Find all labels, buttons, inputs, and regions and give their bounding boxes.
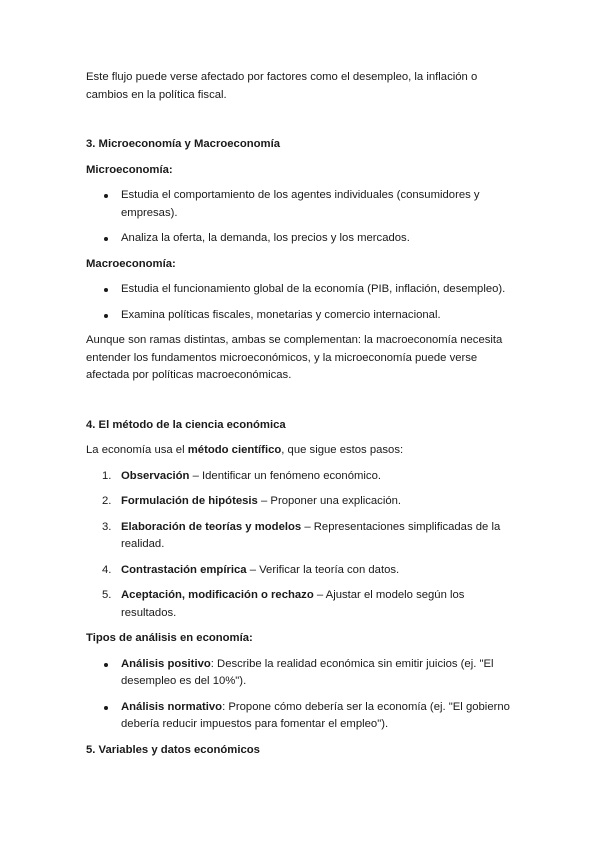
intro-paragraph: Este flujo puede verse afectado por factores como el desempleo, la inflación o cambios en la política fiscal. — [86, 71, 478, 101]
bullet-icon — [104, 706, 108, 710]
step-item — [86, 519, 516, 554]
step-title: Elaboración de teorías y modelos — [121, 520, 302, 533]
method-steps-list — [86, 468, 516, 623]
bullet-icon — [104, 314, 108, 318]
intro-text-bold: método científico — [187, 444, 282, 456]
list-item-text: Examina políticas fiscales, monetarias y comercio internacional. — [121, 308, 441, 321]
section-4-intro — [86, 442, 516, 460]
list-item — [86, 307, 516, 325]
step-text: – Proponer una explicación. — [257, 495, 402, 507]
list-item — [86, 656, 516, 691]
list-item-text: Estudia el comportamiento de los agentes individuales (consumidores y empresas). — [121, 189, 480, 219]
step-number: 2. — [102, 495, 112, 507]
step-number: 1. — [102, 469, 112, 482]
bullet-icon — [104, 237, 108, 241]
list-item-text: Estudia el funcionamiento global de la economía (PIB, inflación, desempleo). — [121, 283, 506, 295]
bullet-icon — [104, 288, 108, 292]
analysis-text: : Describe la realidad económica sin emitir juicios (ej. "El desempleo es del 10%"). — [121, 657, 494, 687]
step-item — [86, 562, 516, 580]
step-item — [86, 587, 516, 622]
step-title: Contrastación empírica — [121, 563, 247, 576]
macro-list — [86, 281, 516, 324]
section-5-heading: 5. Variables y datos económicos — [86, 743, 260, 756]
analysis-title: Análisis positivo — [121, 657, 211, 670]
micro-label: Microeconomía: — [86, 163, 173, 176]
analysis-types-label: Tipos de análisis en economía: — [86, 632, 253, 644]
analysis-title: Análisis normativo — [121, 700, 223, 713]
list-item-text: Analiza la oferta, la demanda, los precios y los mercados. — [121, 232, 410, 244]
intro-text-before: La economía usa el — [86, 444, 188, 456]
list-item — [86, 187, 516, 222]
section-4-heading: 4. El método de la ciencia económica — [86, 418, 286, 431]
micro-list — [86, 187, 516, 248]
step-item — [86, 468, 516, 486]
step-text: – Representaciones simplificadas de la realidad. — [121, 520, 501, 550]
macro-label: Macroeconomía: — [86, 257, 176, 270]
section-3-summary: Aunque son ramas distintas, ambas se complementan: la macroeconomía necesita entender los fundamentos microeconómicos, y la microeconomía puede verse afectada por políticas macroeconómicas. — [86, 334, 503, 381]
step-text: – Identificar un fenómeno económico. — [189, 469, 381, 482]
step-title: Formulación de hipótesis — [121, 495, 258, 507]
intro-text-after: , que sigue estos pasos: — [281, 444, 404, 456]
list-item — [86, 699, 516, 734]
analysis-types-list — [86, 656, 516, 734]
step-title: Aceptación, modificación o rechazo — [121, 589, 314, 601]
step-number: 3. — [102, 520, 112, 533]
step-text: – Ajustar el modelo según los resultados. — [121, 589, 465, 619]
list-item — [86, 230, 516, 248]
step-item — [86, 493, 516, 511]
step-text: – Verificar la teoría con datos. — [246, 563, 400, 576]
step-number: 5. — [102, 589, 112, 601]
bullet-icon — [104, 663, 108, 667]
document-page — [86, 69, 516, 767]
list-item — [86, 281, 516, 299]
section-3-heading: 3. Microeconomía y Macroeconomía — [86, 138, 280, 150]
bullet-icon — [104, 194, 108, 198]
analysis-text: : Propone cómo debería ser la economía (ej. "El gobierno debería reducir impuestos para fomentar el empleo"). — [121, 700, 510, 730]
step-title: Observación — [121, 469, 190, 482]
step-number: 4. — [102, 563, 112, 576]
